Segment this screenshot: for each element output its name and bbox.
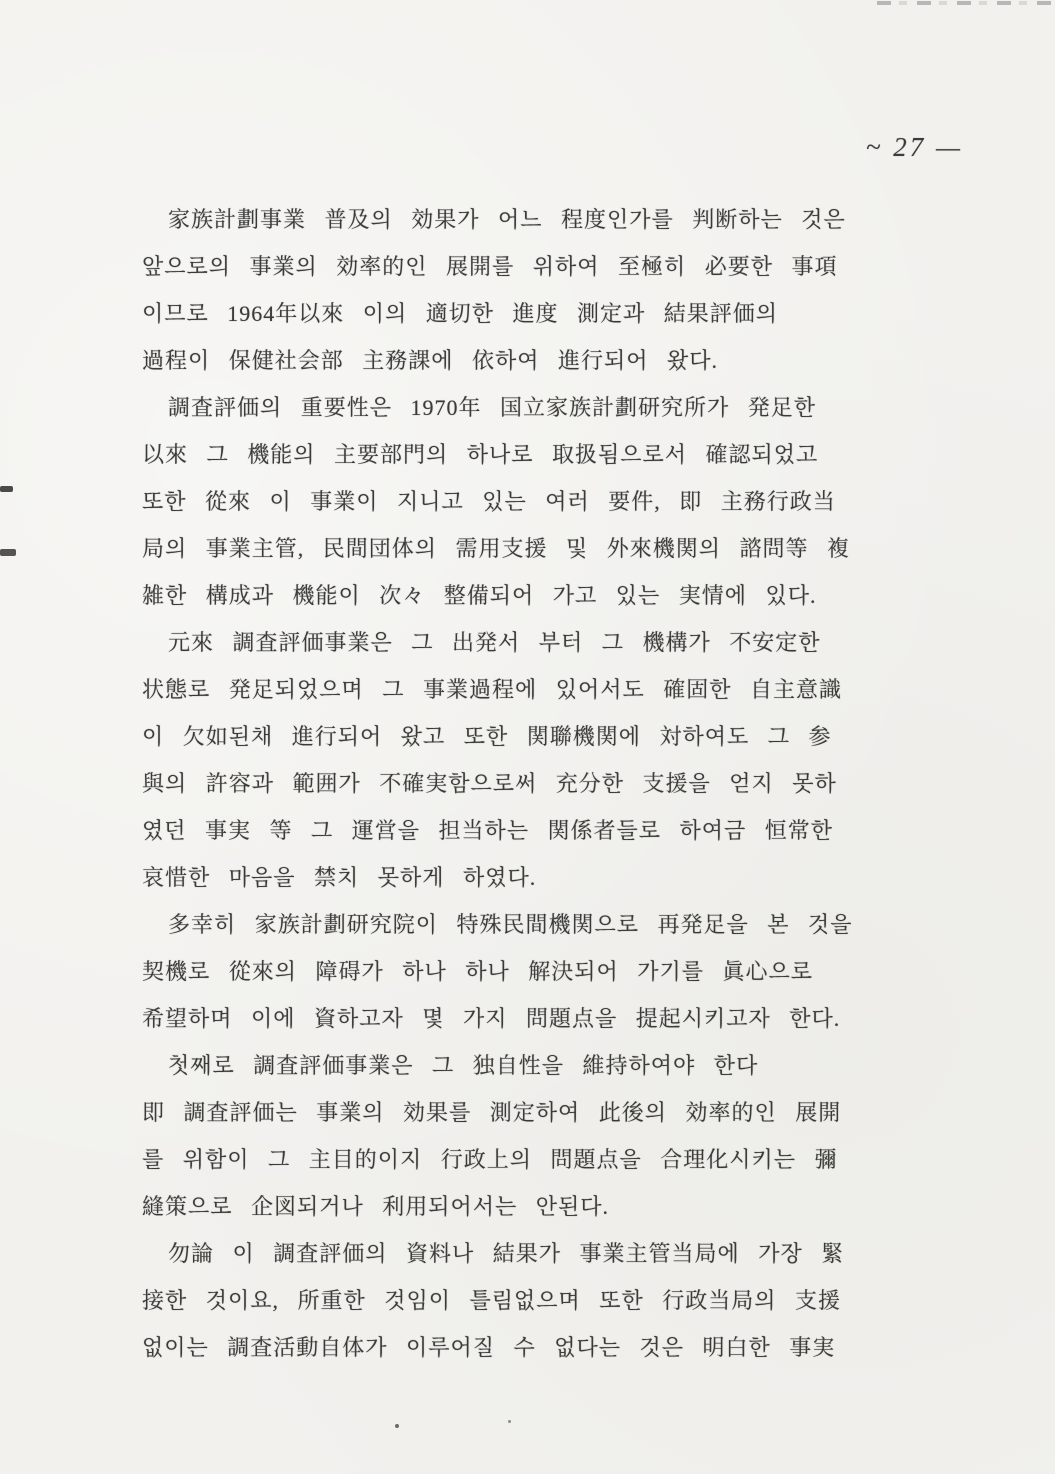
text-line: 였던 事実 等 그 運営을 担当하는 関係者들로 하여금 恒常한 — [142, 818, 834, 843]
text-line: 이 欠如된채 進行되어 왔고 또한 関聯機関에 対하여도 그 参 — [142, 724, 832, 749]
text-line: 希望하며 이에 資하고자 몇 가지 問題点을 提起시키고자 한다. — [142, 1006, 841, 1031]
text-line: 以來 그 機能의 主要部門의 하나로 取扱됨으로서 確認되었고 — [142, 442, 819, 467]
text-line: 與의 許容과 範囲가 不確実함으로써 充分한 支援을 얻지 못하 — [142, 771, 837, 796]
text-line: 過程이 保健社会部 主務課에 依하여 進行되어 왔다. — [142, 348, 719, 373]
text-line: 接한 것이요, 所重한 것임이 틀림없으며 또한 行政当局의 支援 — [142, 1288, 842, 1313]
text-line: 調査評価의 重要性은 1970年 国立家族計劃研究所가 発足한 — [168, 395, 817, 420]
text-line: 또한 從來 이 事業이 지니고 있는 여러 要件, 即 主務行政当 — [142, 489, 836, 514]
text-line: 앞으로의 事業의 効率的인 展開를 위하여 至極히 必要한 事項 — [142, 254, 838, 279]
scan-artifact-left-mark — [0, 549, 16, 556]
text-line: 없이는 調査活動自体가 이루어질 수 없다는 것은 明白한 事実 — [142, 1335, 836, 1360]
text-line: 多幸히 家族計劃研究院이 特殊民間機関으로 再発足을 본 것을 — [168, 912, 853, 937]
scan-artifact-top-dashes — [877, 1, 1055, 5]
page-number: ~ 27 — — [865, 132, 963, 162]
text-line: 元來 調査評価事業은 그 出発서 부터 그 機構가 不安定한 — [168, 630, 821, 655]
scan-artifact-dot — [395, 1424, 399, 1428]
text-line: 契機로 從來의 障碍가 하나 하나 解決되어 가기를 眞心으로 — [142, 959, 814, 984]
text-line: 이므로 1964年以來 이의 適切한 進度 測定과 結果評価의 — [142, 301, 779, 326]
text-line: 雑한 構成과 機能이 次々 整備되어 가고 있는 実情에 있다. — [142, 583, 817, 608]
text-line: 縫策으로 企図되거나 利用되어서는 안된다. — [142, 1194, 610, 1219]
text-line: 局의 事業主管, 民間団体의 需用支援 및 外來機関의 諮問等 複 — [142, 536, 851, 561]
text-line: 家族計劃事業 普及의 効果가 어느 程度인가를 判断하는 것은 — [168, 207, 846, 232]
text-line: 哀惜한 마음을 禁치 못하게 하였다. — [142, 865, 537, 890]
text-line: 를 위함이 그 主目的이지 行政上의 問題点을 合理化시키는 彌 — [142, 1147, 838, 1172]
scan-artifact-left-mark — [0, 486, 13, 492]
text-line: 即 調査評価는 事業의 効果를 測定하여 此後의 効率的인 展開 — [142, 1100, 842, 1125]
text-line: 첫째로 調査評価事業은 그 独自性을 維持하여야 한다 — [168, 1053, 759, 1078]
scan-artifact-dot — [508, 1420, 511, 1423]
document-text-block — [142, 196, 944, 1371]
text-line: 勿論 이 調査評価의 資料나 結果가 事業主管当局에 가장 緊 — [168, 1241, 845, 1266]
text-line: 状態로 発足되었으며 그 事業過程에 있어서도 確固한 自主意識 — [142, 677, 843, 702]
